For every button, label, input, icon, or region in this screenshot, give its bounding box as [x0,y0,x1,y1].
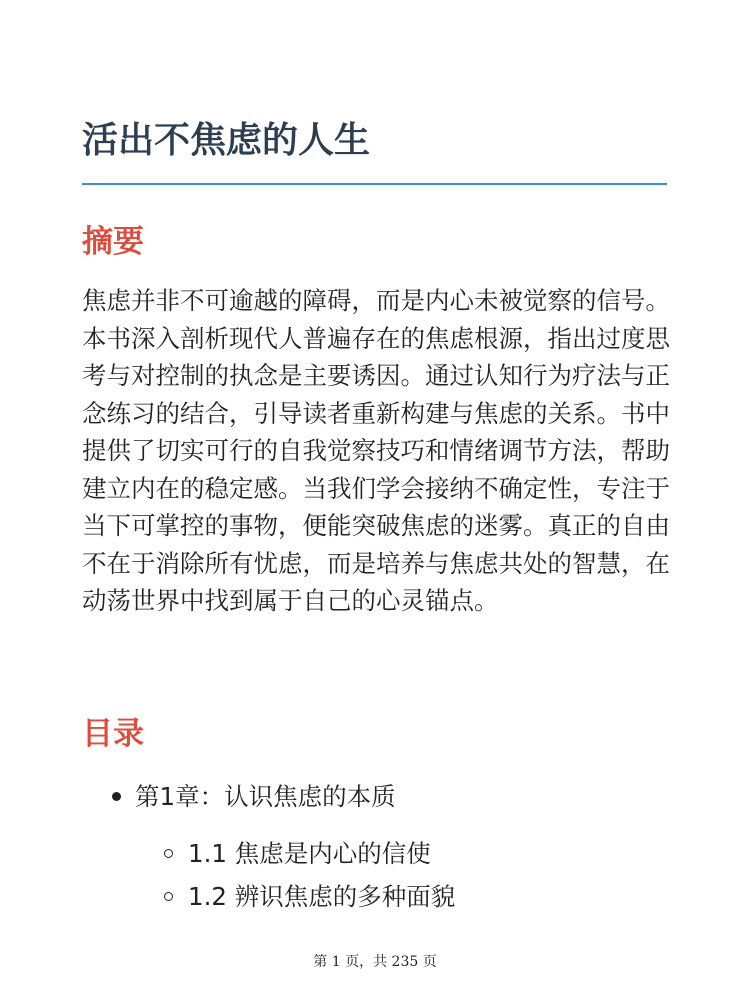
bullet-circle-icon [164,892,173,901]
toc-section-1-2[interactable] [164,879,455,915]
document-title: 活出不焦虑的人生 [82,120,371,161]
abstract-heading: 摘要 [82,224,144,260]
toc-chapter-1[interactable] [112,779,396,815]
toc-heading: 目录 [82,716,144,752]
abstract-body: 焦虑并非不可逾越的障碍，而是内心未被觉察的信号。本书深入剖析现代人普遍存在的焦虑根源，指出过度思考与对控制的执念是主要诱因。通过认知行为疗法与正念练习的结合，引导读者重新构建与焦虑的关系。书中提供了切实可行的自我觉察技巧和情绪调节方法，帮助建立内在的稳定感。当我们学会接纳不确定性，专注于当下可掌控的事物，便能突破焦虑的迷雾。真正的自由不在于消除所有忧虑，而是培养与焦虑共处的智慧，在动荡世界中找到属于自己的心灵锚点。 [82,286,670,615]
toc-section-1-1-label: 1.1 焦虑是内心的信使 [188,839,431,868]
bullet-circle-icon [164,849,173,858]
title-divider [82,183,667,185]
toc-section-1-2-label: 1.2 辨识焦虑的多种面貌 [188,882,456,911]
toc-section-1-1[interactable] [164,836,431,872]
page-number-footer: 第 1 页，共 235 页 [313,954,437,970]
bullet-disc-icon [112,792,121,801]
toc-chapter-1-label: 第1章：认识焦虑的本质 [135,782,396,811]
